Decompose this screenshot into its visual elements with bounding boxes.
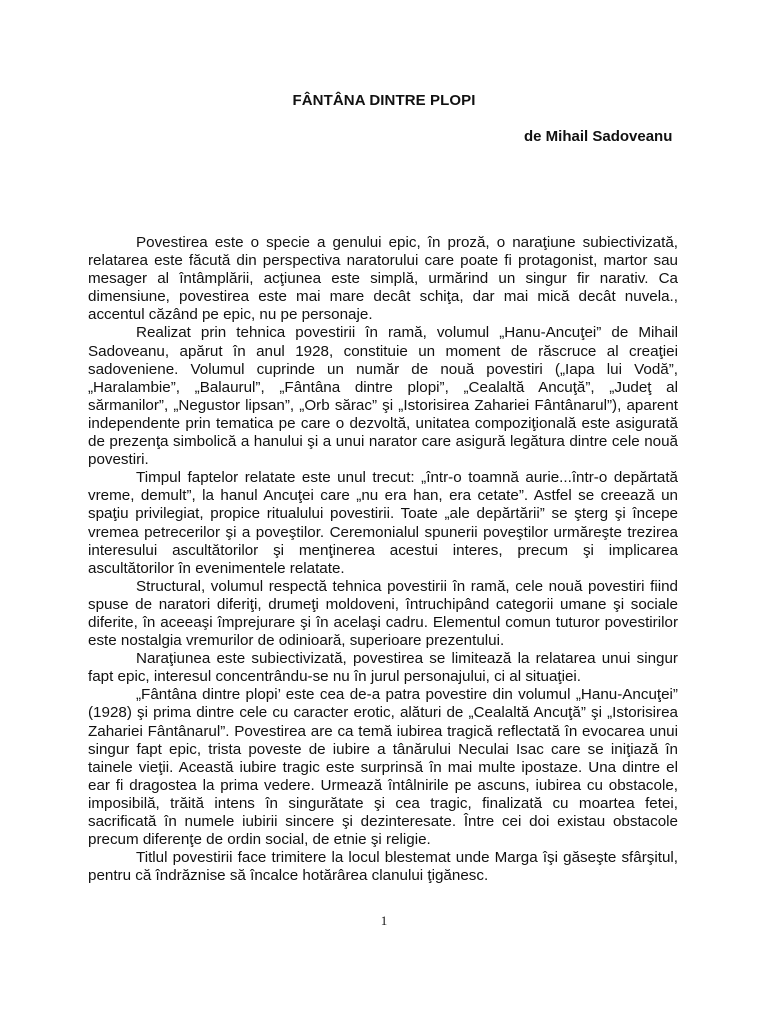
- paragraph: Timpul faptelor relatate este unul trecut: „într-o toamnă aurie...într-o depărtată vreme, demult”, la hanul Ancuţei care „nu era han, era cetate”. Astfel se creează un spaţiu privilegiat, propice ritualului povestirii. Toate „ale depărtării” se şterg şi începe vremea petrecerilor şi a poveştilor. Ceremonialul spunerii poveştilor urmăreşte trezirea interesului ascultătorilor şi menţinerea acestui interes, precum şi implicarea ascultătorilor în evenimentele relatate.: [88, 469, 678, 577]
- paragraph: Titlul povestirii face trimitere la locul blestemat unde Marga îşi găseşte sfârşitul, pentru că îndrăznise să încalce hotărârea clanului ţigănesc.: [88, 849, 678, 885]
- document-author: de Mihail Sadoveanu: [524, 128, 673, 145]
- document-body: [88, 234, 678, 885]
- page-number: 1: [380, 913, 388, 928]
- paragraph: Naraţiunea este subiectivizată, povestirea se limitează la relatarea unui singur fapt epic, interesul concentrându-se nu în jurul personajului, ci al situaţiei.: [88, 650, 678, 686]
- paragraph: Realizat prin tehnica povestirii în ramă, volumul „Hanu-Ancuţei” de Mihail Sadoveanu, apărut în anul 1928, constituie un moment de răscruce al creaţiei sadoveniene. Volumul cuprinde un număr de nouă povestiri („Iapa lui Vodă”, „Haralambie”, „Balaurul”, „Fântâna dintre plopi”, „Cealaltă Ancuţă”, „Judeţ al sărmanilor”, „Negustor lipsan”, „Orb sărac” şi „Istorisirea Zahariei Fântânarul”), aparent independente prin tematica pe care o dezvoltă, unitatea compoziţională este asigurată de prezenţa simbolică a hanului şi a unui narator care asigură legătura dintre cele nouă povestiri.: [88, 324, 678, 469]
- paragraph: Povestirea este o specie a genului epic, în proză, o naraţiune subiectivizată, relatarea este făcută din perspectiva naratorului care poate fi protagonist, martor sau mesager al întâmplării, acţiunea este simplă, urmărind un singur fir narativ. Ca dimensiune, povestirea este mai mare decât schiţa, dar mai mică decât nuvela., accentul căzând pe epic, nu pe personaje.: [88, 234, 678, 324]
- paragraph: Structural, volumul respectă tehnica povestirii în ramă, cele nouă povestiri fiind spuse de naratori diferiţi, drumeţi moldoveni, întruchipând categorii umane şi sociale diferite, în aceeaşi împrejurare şi în acelaşi cadru. Elementul comun tuturor povestirilor este nostalgia vremurilor de odinioară, superioare prezentului.: [88, 577, 678, 650]
- document-title: FÂNTÂNA DINTRE PLOPI: [292, 92, 476, 109]
- paragraph: „Fântâna dintre plopi’ este cea de-a patra povestire din volumul „Hanu-Ancuţei” (1928) şi prima dintre cele cu caracter erotic, alături de „Cealaltă Ancuţă” şi „Istorisirea Zahariei Fântânarul”. Povestirea are ca temă iubirea tragică reflectată în evocarea unui singur fapt epic, trista poveste de iubire a tânărului Neculai Isac care se iniţiază în tainele vieţii. Această iubire tragic este surprinsă în mai multe ipostaze. Una dintre el ear fi dragostea la prima vedere. Urmează întâlnirile pe ascuns, iubirea cu obstacole, imposibilă, trăită intens în singurătate şi cea tragic, finalizată cu moartea fetei, sacrificată în numele iubirii sincere şi dezinteresate. Între cei doi existau obstacole precum diferenţe de ordin social, de etnie şi religie.: [88, 686, 678, 849]
